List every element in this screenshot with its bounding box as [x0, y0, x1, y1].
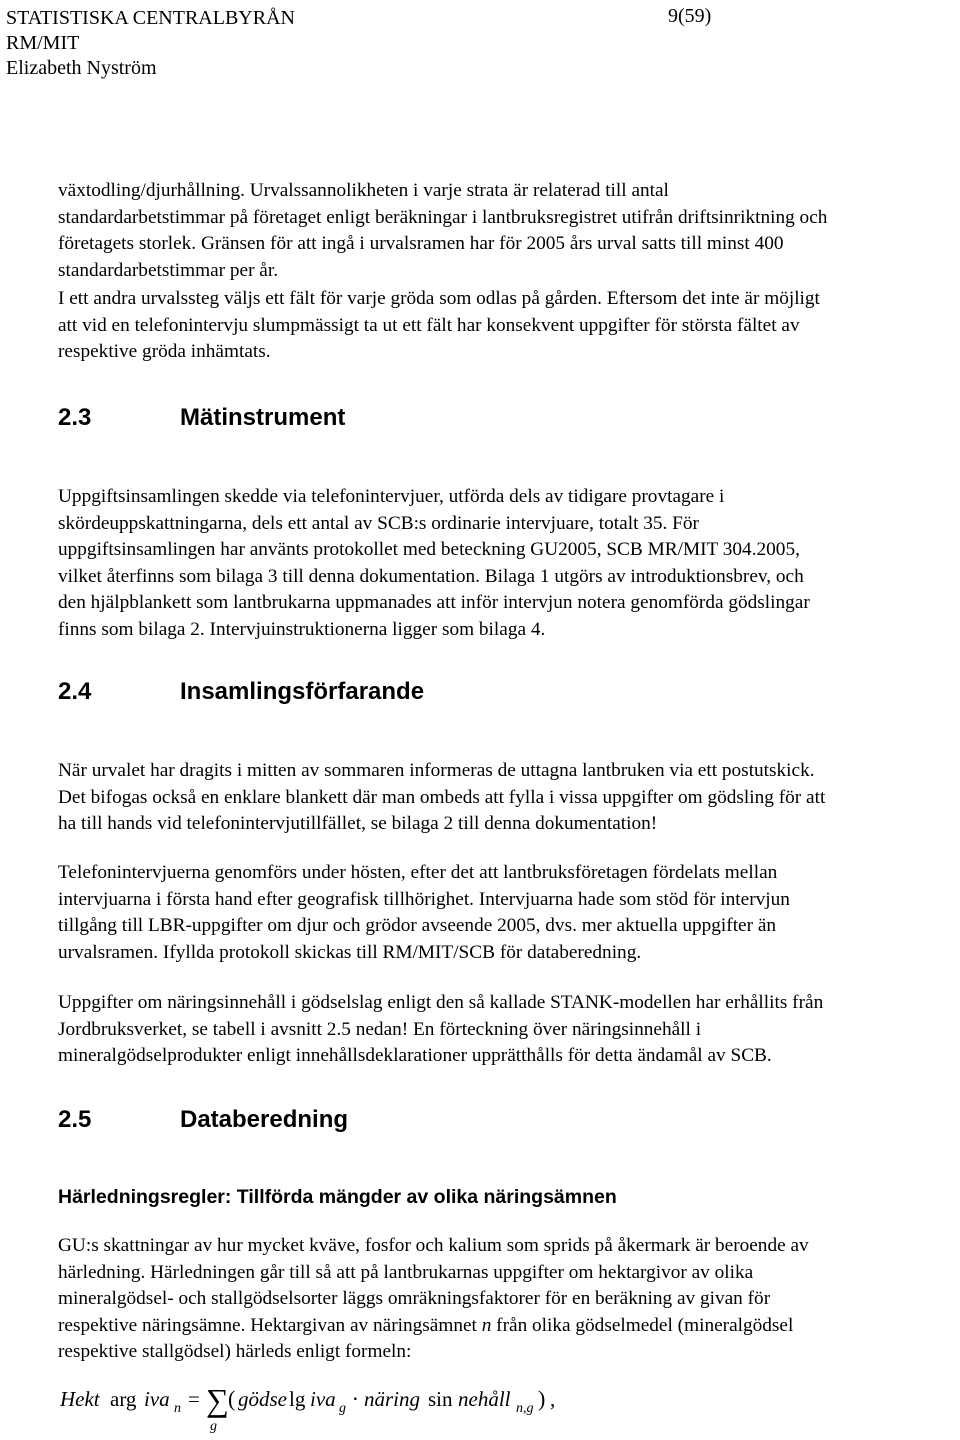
section-2-4-paragraph-2: Telefonintervjuerna genomförs under hösten, efter det att lantbruksföretagen fördelats mellan intervjuarna i första hand efter geografisk tillhörighet. Intervjuarna hade som stöd för intervjun tillgång till LBR-uppgifter om djur och grödor avseende 2005, dvs. mer aktuella uppgifter än urvalsramen. Ifyllda protokoll skickas till RM/MIT/SCB för databeredning.: [58, 862, 790, 963]
formula-comma: ,: [550, 1387, 556, 1411]
variable-n: n: [481, 1314, 492, 1336]
formula-equals: =: [188, 1387, 200, 1411]
paragraph-text-start: GU:s skattningar av hur mycket kväve, fosfor och kalium som sprids på åkermark är beroende av härledning. Härledningen går till så att på lantbrukarnas uppgifter om hektargivor av olika mineralgödsel- och stallgödselsorter läggs omräkningsfaktorer för en beräkning av givan för respektive näringsämne. Hektargivan av näringsämnet: [58, 1235, 809, 1336]
formula-term-lg: lg: [289, 1387, 306, 1411]
formula-lhs-subscript: n: [174, 1401, 181, 1416]
section-number: 2.5: [58, 1106, 92, 1133]
formula-term-nehall-subscript: n,g: [516, 1401, 534, 1416]
section-heading-2-5: [58, 1106, 348, 1134]
page-number: 9(59): [668, 5, 712, 27]
formula-sum-subscript: g: [210, 1419, 217, 1434]
formula-term-iva-subscript: g: [339, 1401, 346, 1416]
section-number: 2.3: [58, 404, 92, 431]
header-unit: RM/MIT: [6, 32, 80, 54]
paragraph-text-end: från olika gödselmedel (mineralgödsel respektive stallgödsel) härleds enligt formeln:: [58, 1314, 794, 1363]
formula-sum-symbol: ∑: [206, 1382, 229, 1418]
formula-lhs: Hekt: [60, 1387, 100, 1411]
intro-paragraph-2: I ett andra urvalssteg väljs ett fält för varje gröda som odlas på gården. Eftersom det inte är möjligt att vid en telefonintervju slumpmässigt ta ut ett fält har konsekvent uppgifter för största fältet av respektive gröda inhämtats.: [58, 288, 820, 363]
section-2-4-paragraph-3: Uppgifter om näringsinnehåll i gödselslag enligt den så kallade STANK-modellen har erhållits från Jordbruksverket, se tabell i avsnitt 2.5 nedan! En förteckning över näringsinnehåll i mineralgödselprodukter enligt innehållsdeklarationer upprätthålls för detta ändamål av SCB.: [58, 992, 824, 1067]
section-heading-2-4: [58, 678, 424, 706]
formula-dot: ⋅: [352, 1387, 359, 1411]
formula-lhs-iva: iva: [144, 1387, 170, 1411]
formula-term-godse: gödse: [238, 1387, 287, 1411]
section-number: 2.4: [58, 678, 92, 705]
formula-term-naring: näring: [364, 1387, 421, 1411]
subsection-heading: Härledningsregler: Tillförda mängder av olika näringsämnen: [58, 1186, 617, 1208]
section-title: Insamlingsförfarande: [180, 678, 425, 705]
section-2-4-paragraph-1: När urvalet har dragits i mitten av sommaren informeras de uttagna lantbruken via ett postutskick. Det bifogas också en enklare blankett där man ombeds att fylla i vissa uppgifter om gödsling för att ha till hands vid telefonintervjutillfället, se bilaga 2 till denna dokumentation!: [58, 760, 826, 835]
section-2-3-paragraph: Uppgiftsinsamlingen skedde via telefonintervjuer, utförda dels av tidigare provtagare i skördeuppskattningarna, dels ett antal av SCB:s ordinarie intervjuare, totalt 35. För uppgiftsinsamlingen har använts protokollet med beteckning GU2005, SCB MR/MIT 304.2005, vilket återfinns som bilaga 3 till denna dokumentation. Bilaga 1 utgörs av introduktionsbrev, och den hjälpblankett som lantbrukarna uppmanades att inför intervjun notera genomförda gödslingar finns som bilaga 2. Intervjuinstruktionerna ligger som bilaga 4.: [58, 486, 810, 640]
section-title: Databeredning: [180, 1106, 349, 1133]
formula: [60, 1380, 960, 1435]
formula-open-paren: (: [228, 1386, 236, 1411]
header-author: Elizabeth Nyström: [6, 57, 157, 79]
formula-lhs-arg: arg: [110, 1387, 137, 1411]
formula-term-sin: sin: [428, 1387, 453, 1411]
formula-term-iva: iva: [310, 1387, 336, 1411]
subsection-paragraph: [58, 1233, 960, 1366]
header-organization: STATISTISKA CENTRALBYRÅN: [6, 7, 295, 29]
intro-paragraph-1: växtodling/djurhållning. Urvalssannolikheten i varje strata är relaterad till antal standardarbetstimmar på företaget enligt beräkningar i lantbruksregistret utifrån driftsinriktning och företagets storlek. Gränsen för att ingå i urvalsramen har för 2005 års urval satts till minst 400 standardarbetstimmar per år.: [58, 180, 828, 281]
section-heading-2-3: [58, 404, 345, 432]
formula-term-nehall: nehåll: [458, 1387, 511, 1411]
section-title: Mätinstrument: [180, 404, 346, 431]
formula-close-paren: ): [538, 1386, 546, 1411]
